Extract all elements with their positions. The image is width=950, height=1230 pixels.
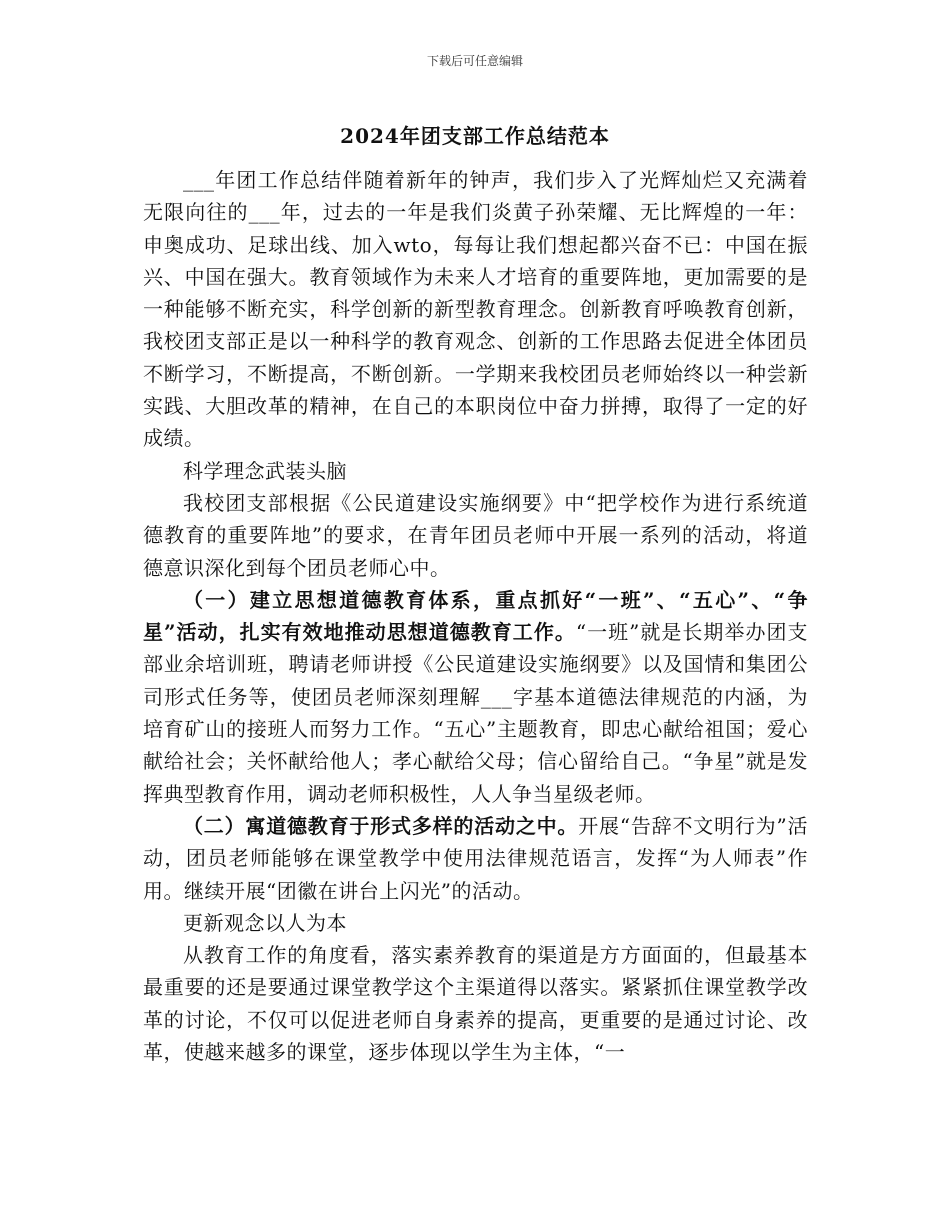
document-body — [143, 164, 808, 1068]
header-note: 下载后可任意编辑 — [426, 54, 523, 68]
paragraph-system-text: “一班”就是长期举办团支部业余培训班，聘请老师讲授《公民道建设实施纲要》以及国情和集团公司形式任务等，使团员老师深刻理解___字基本道德法律规范的内涵，为培育矿山的接班人而努力工作。“五心”主题教育，即忠心献给祖国；爱心献给社会；关怀献给他人；孝心献给父母；信心留给自己。“争星”就是发挥典型教育作用，调动老师积极性，人人争当星级老师。 — [143, 620, 808, 806]
paragraph-classroom: 从教育工作的角度看，落实素养教育的渠道是方方面面的，但最基本最重要的还是要通过课堂教学这个主渠道得以落实。紧紧抓住课堂教学改革的讨论，不仅可以促进老师自身素养的提高，更重要的是通过讨论、改革，使越来越多的课堂，逐步体现以学生为主体，“一 — [143, 943, 808, 1065]
paragraph-intro: ___年团工作总结伴随着新年的钟声，我们步入了光辉灿烂又充满着无限向往的___年，过去的一年是我们炎黄子孙荣耀、无比辉煌的一年：申奥成功、足球出线、加入wto，每每让我们想起都兴奋不已：中国在振兴、中国在强大。教育领域作为未来人才培育的重要阵地，更加需要的是一种能够不断充实，科学创新的新型教育理念。创新教育呼唤教育创新，我校团支部正是以一种科学的教育观念、创新的工作思路去促进全体团员不断学习，不断提高，不断创新。一学期来我校团员老师始终以一种尝新实践、大胆改革的精神，在自己的本职岗位中奋力拼搏，取得了一定的好成绩。 — [143, 168, 808, 451]
paragraph-system — [143, 584, 808, 810]
paragraph-activities-text: 开展“告辞不文明行为”活动，团员老师能够在课堂教学中使用法律规范语言，发挥“为人师表”作用。继续开展“团徽在讲台上闪光”的活动。 — [143, 813, 809, 903]
paragraph-moral-education: 我校团支部根据《公民道建设实施纲要》中“把学校作为进行系统道德教育的重要阵地”的要求，在青年团员老师中开展一系列的活动，将道德意识深化到每个团员老师心中。 — [143, 490, 808, 580]
section-heading-people: 更新观念以人为本 — [183, 910, 347, 935]
paragraph-activities — [143, 810, 808, 907]
section-heading-science: 科学理念武装头脑 — [183, 458, 347, 483]
document-title: 2024年团支部工作总结范本 — [340, 124, 610, 148]
paragraph-activities-lead: （二）寓道德教育于形式多样的活动之中。 — [183, 813, 579, 838]
paragraph-system-lead: （一）建立思想道德教育体系，重点抓好“一班”、“五心”、“争星”活动，扎实有效地推动思想道德教育工作。 — [143, 587, 808, 645]
